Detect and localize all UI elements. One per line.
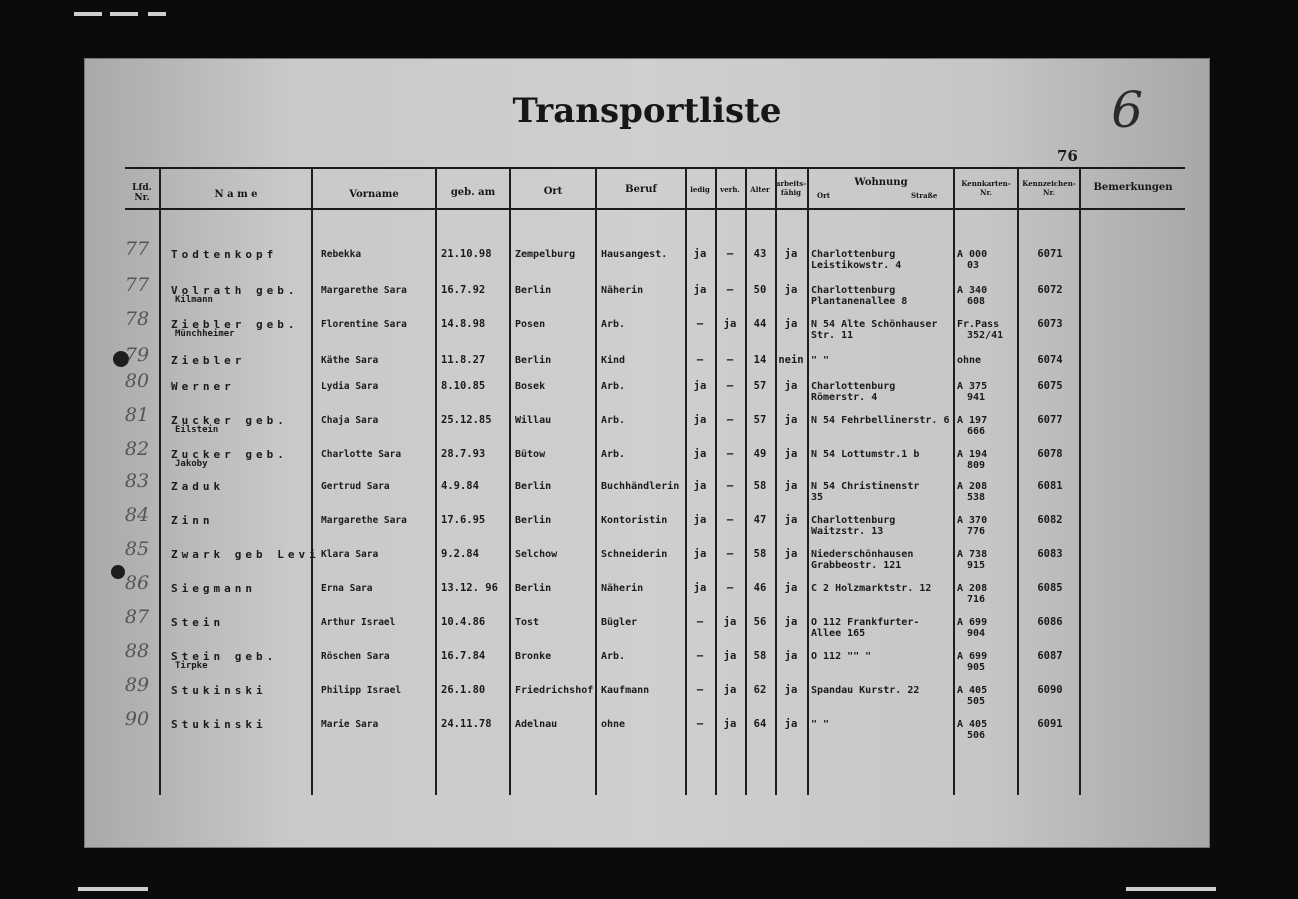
age: 49 — [753, 448, 767, 460]
married-flag: — — [726, 480, 734, 492]
maiden-name: Eilstein — [175, 425, 219, 435]
address-line2: Plantanenallee 8 — [811, 296, 908, 307]
row-number: 79 — [124, 344, 150, 366]
surname: Stein — [171, 616, 225, 629]
film-edge-mark — [74, 12, 102, 16]
column-rule — [953, 167, 955, 795]
id-card-nr-line2: 608 — [967, 296, 986, 307]
header-verh: verh. — [720, 185, 740, 194]
birth-place: Willau — [515, 415, 552, 426]
occupation: Arb. — [601, 449, 626, 460]
occupation: Kontoristin — [601, 515, 668, 526]
surname: Stukinski — [171, 718, 267, 731]
header-wohnung-ort: Ort — [817, 191, 831, 200]
single-flag: ja — [693, 380, 707, 392]
id-card-nr-line1: A 197 — [957, 415, 988, 426]
first-name: Chaja Sara — [321, 415, 379, 426]
id-card-nr-line1: A 699 — [957, 617, 988, 628]
surname: Stukinski — [171, 684, 267, 697]
married-flag: — — [726, 248, 734, 260]
address-line1: Charlottenburg — [811, 381, 896, 392]
surname: Zinn — [171, 514, 214, 527]
able-to-work: ja — [784, 684, 798, 696]
birth-place: Berlin — [515, 285, 552, 296]
age: 57 — [753, 414, 767, 426]
id-card-nr-line2: 666 — [967, 426, 986, 437]
id-card-nr-line2: 905 — [967, 662, 986, 673]
surname: Siegmann — [171, 582, 256, 595]
id-card-nr-line2: 809 — [967, 460, 986, 471]
single-flag: ja — [693, 582, 707, 594]
able-to-work: ja — [784, 448, 798, 460]
address-line1: N 54 Christinenstr — [811, 481, 920, 492]
married-flag: — — [726, 414, 734, 426]
header-alter: Alter — [750, 185, 770, 194]
married-flag: ja — [723, 718, 737, 730]
registration-nr: 6075 — [1037, 380, 1063, 392]
id-card-nr-line1: A 738 — [957, 549, 988, 560]
address-line2: Grabbeostr. 121 — [811, 560, 902, 571]
row-number: 80 — [124, 370, 150, 392]
id-card-nr-line2: 941 — [967, 392, 986, 403]
column-rule — [311, 167, 313, 795]
column-rule — [807, 167, 809, 795]
married-flag: ja — [723, 684, 737, 696]
birth-place: Berlin — [515, 515, 552, 526]
single-flag: ja — [693, 248, 707, 260]
surname: Zwark geb Levi — [171, 548, 320, 561]
married-flag: ja — [723, 318, 737, 330]
birth-place: Posen — [515, 319, 546, 330]
header-kennkarten-line1: Kennkarten- — [961, 179, 1011, 188]
header-vorname: Vorname — [349, 189, 399, 200]
address-line1: Charlottenburg — [811, 249, 896, 260]
registration-nr: 6086 — [1037, 616, 1063, 628]
id-card-nr-line1: A 405 — [957, 719, 988, 730]
able-to-work: nein — [778, 354, 804, 366]
married-flag: — — [726, 284, 734, 296]
header-kennkarten — [955, 179, 1017, 197]
address-line1: C 2 Holzmarktstr. 12 — [811, 583, 932, 594]
maiden-name: Tirpke — [175, 661, 208, 671]
birth-date: 26.1.80 — [441, 684, 486, 696]
id-card-nr-line2: 03 — [967, 260, 980, 271]
address-line1: N 54 Alte Schönhauser — [811, 319, 938, 330]
birth-date: 16.7.84 — [441, 650, 486, 662]
age: 14 — [753, 354, 767, 366]
single-flag: — — [696, 616, 704, 628]
first-name: Charlotte Sara — [321, 449, 402, 460]
row-number: 84 — [124, 504, 150, 526]
birth-date: 17.6.95 — [441, 514, 486, 526]
first-name: Florentine Sara — [321, 319, 407, 330]
first-name: Margarethe Sara — [321, 515, 407, 526]
birth-date: 9.2.84 — [441, 548, 479, 560]
id-card-nr-line1: A 340 — [957, 285, 988, 296]
married-flag: — — [726, 582, 734, 594]
column-rule — [1017, 167, 1019, 795]
maiden-name: Jakoby — [175, 459, 208, 469]
single-flag: — — [696, 354, 704, 366]
registration-nr: 6078 — [1037, 448, 1063, 460]
header-kennkarten-line2: Nr. — [980, 188, 992, 197]
id-card-nr-line2: 716 — [967, 594, 986, 605]
header-arbeitsfaehig — [775, 179, 807, 197]
film-edge-mark — [1126, 887, 1216, 891]
address-line1: O 112 Frankfurter- — [811, 617, 920, 628]
header-wohnung-strasse: Straße — [911, 191, 938, 200]
birth-date: 8.10.85 — [441, 380, 486, 392]
occupation: Bügler — [601, 617, 638, 628]
film-edge-mark — [148, 12, 166, 16]
header-geb-am: geb. am — [450, 187, 496, 198]
header-beruf: Beruf — [625, 184, 657, 195]
row-number: 90 — [124, 708, 150, 730]
age: 46 — [753, 582, 767, 594]
birth-date: 10.4.86 — [441, 616, 486, 628]
surname: Volrath geb. — [171, 284, 299, 297]
registration-nr: 6091 — [1037, 718, 1063, 730]
row-number: 81 — [124, 404, 150, 426]
able-to-work: ja — [784, 548, 798, 560]
header-wohnung: Wohnung — [854, 177, 908, 188]
birth-date: 4.9.84 — [441, 480, 479, 492]
occupation: Buchhändlerin — [601, 481, 680, 492]
header-bemerkungen: Bemerkungen — [1093, 182, 1173, 193]
column-rule — [595, 167, 597, 795]
id-card-nr-line2: 904 — [967, 628, 986, 639]
surname: Stein geb. — [171, 650, 278, 663]
age: 43 — [753, 248, 767, 260]
first-name: Erna Sara — [321, 583, 373, 594]
birth-place: Selchow — [515, 549, 558, 560]
film-edge-mark — [110, 12, 138, 16]
row-number: 88 — [124, 640, 150, 662]
header-name: N a m e — [214, 189, 258, 200]
id-card-nr-line1: A 405 — [957, 685, 988, 696]
row-number: 77 — [124, 274, 150, 296]
occupation: Näherin — [601, 583, 644, 594]
id-card-nr-line2: 776 — [967, 526, 986, 537]
birth-place: Adelnau — [515, 719, 558, 730]
occupation: Hausangest. — [601, 249, 668, 260]
occupation: Schneiderin — [601, 549, 668, 560]
address-line1: N 54 Fehrbellinerstr. 6 — [811, 415, 950, 426]
birth-place: Bütow — [515, 449, 546, 460]
address-line1: Spandau Kurstr. 22 — [811, 685, 920, 696]
single-flag: ja — [693, 514, 707, 526]
birth-date: 25.12.85 — [441, 414, 492, 426]
able-to-work: ja — [784, 480, 798, 492]
address-line1: Charlottenburg — [811, 285, 896, 296]
registration-nr: 6081 — [1037, 480, 1063, 492]
id-card-nr-line1: A 699 — [957, 651, 988, 662]
address-line1: " " — [811, 719, 830, 730]
id-card-nr-line1: A 370 — [957, 515, 988, 526]
birth-date: 14.8.98 — [441, 318, 486, 330]
surname: Zucker geb. — [171, 448, 288, 461]
document-sheet — [84, 58, 1210, 848]
column-rule — [159, 167, 161, 795]
header-kennzeichen-line1: Kennzeichen- — [1022, 179, 1076, 188]
single-flag: — — [696, 318, 704, 330]
age: 58 — [753, 650, 767, 662]
registration-nr: 6083 — [1037, 548, 1063, 560]
first-name: Arthur Israel — [321, 617, 396, 628]
id-card-nr-line1: A 208 — [957, 583, 988, 594]
age: 58 — [753, 480, 767, 492]
birth-place: Berlin — [515, 481, 552, 492]
married-flag: ja — [723, 650, 737, 662]
age: 44 — [753, 318, 767, 330]
occupation: Kind — [601, 355, 626, 366]
id-card-nr-line2: 506 — [967, 730, 986, 741]
single-flag: ja — [693, 414, 707, 426]
header-bottom-rule — [125, 208, 1185, 210]
registration-nr: 6090 — [1037, 684, 1063, 696]
birth-date: 16.7.92 — [441, 284, 486, 296]
occupation: ohne — [601, 719, 626, 730]
married-flag: — — [726, 380, 734, 392]
first-name: Gertrud Sara — [321, 481, 390, 492]
ink-blot — [111, 565, 125, 579]
married-flag: — — [726, 354, 734, 366]
id-card-nr-line2: 538 — [967, 492, 986, 503]
first-name: Rebekka — [321, 249, 362, 260]
address-line2: Römerstr. 4 — [811, 392, 878, 403]
able-to-work: ja — [784, 650, 798, 662]
film-edge-mark — [78, 887, 148, 891]
birth-place: Berlin — [515, 583, 552, 594]
header-kennzeichen — [1019, 179, 1079, 197]
able-to-work: ja — [784, 248, 798, 260]
surname: Zucker geb. — [171, 414, 288, 427]
able-to-work: ja — [784, 718, 798, 730]
address-line1: Charlottenburg — [811, 515, 896, 526]
registration-nr: 6085 — [1037, 582, 1063, 594]
surname: Ziebler geb. — [171, 318, 299, 331]
birth-place: Bronke — [515, 651, 552, 662]
occupation: Näherin — [601, 285, 644, 296]
registration-nr: 6077 — [1037, 414, 1063, 426]
column-rule — [435, 167, 437, 795]
surname: Zaduk — [171, 480, 225, 493]
registration-nr: 6073 — [1037, 318, 1063, 330]
age: 58 — [753, 548, 767, 560]
address-line2: 35 — [811, 492, 824, 503]
first-name: Klara Sara — [321, 549, 379, 560]
header-lfd-nr — [125, 183, 159, 203]
table-top-rule — [125, 167, 1185, 169]
first-name: Röschen Sara — [321, 651, 390, 662]
birth-date: 28.7.93 — [441, 448, 486, 460]
row-number: 85 — [124, 538, 150, 560]
single-flag: — — [696, 718, 704, 730]
id-card-nr-line1: A 194 — [957, 449, 988, 460]
birth-place: Friedrichshof — [515, 685, 594, 696]
id-card-nr-line2: 505 — [967, 696, 986, 707]
header-ledig: ledig — [690, 185, 710, 194]
first-name: Margarethe Sara — [321, 285, 407, 296]
able-to-work: ja — [784, 318, 798, 330]
birth-place: Tost — [515, 617, 540, 628]
occupation: Kaufmann — [601, 685, 650, 696]
occupation: Arb. — [601, 319, 626, 330]
address-line1: " " — [811, 355, 830, 366]
occupation: Arb. — [601, 651, 626, 662]
id-card-nr-line1: A 375 — [957, 381, 988, 392]
single-flag: ja — [693, 548, 707, 560]
header-lfd-nr-line1: Lfd. — [132, 183, 152, 193]
header-ort: Ort — [543, 186, 563, 197]
registration-nr: 6074 — [1037, 354, 1063, 366]
age: 47 — [753, 514, 767, 526]
birth-place: Bosek — [515, 381, 546, 392]
birth-date: 21.10.98 — [441, 248, 492, 260]
typed-page-number: 76 — [1057, 147, 1078, 165]
row-number: 78 — [124, 308, 150, 330]
married-flag: — — [726, 514, 734, 526]
first-name: Marie Sara — [321, 719, 379, 730]
id-card-nr-line1: ohne — [957, 355, 982, 366]
occupation: Arb. — [601, 381, 626, 392]
single-flag: ja — [693, 448, 707, 460]
column-rule — [509, 167, 511, 795]
surname: Todtenkopf — [171, 248, 278, 261]
birth-place: Berlin — [515, 355, 552, 366]
document-title: Transportliste — [512, 91, 782, 131]
address-line2: Leistikowstr. 4 — [811, 260, 902, 271]
row-number: 83 — [124, 470, 150, 492]
occupation: Arb. — [601, 415, 626, 426]
birth-date: 24.11.78 — [441, 718, 492, 730]
birth-date: 11.8.27 — [441, 354, 486, 366]
surname: Ziebler — [171, 354, 246, 367]
age: 57 — [753, 380, 767, 392]
column-rule — [1079, 167, 1081, 795]
address-line2: Waitzstr. 13 — [811, 526, 884, 537]
id-card-nr-line2: 352/41 — [967, 330, 1004, 341]
age: 56 — [753, 616, 767, 628]
age: 50 — [753, 284, 767, 296]
header-arbeitsfaehig-line1: arbeits- — [775, 179, 807, 188]
id-card-nr-line1: A 000 — [957, 249, 988, 260]
registration-nr: 6072 — [1037, 284, 1063, 296]
address-line1: N 54 Lottumstr.1 b — [811, 449, 920, 460]
registration-nr: 6071 — [1037, 248, 1063, 260]
registration-nr: 6087 — [1037, 650, 1063, 662]
surname: Werner — [171, 380, 235, 393]
address-line2: Str. 11 — [811, 330, 854, 341]
id-card-nr-line1: Fr.Pass — [957, 319, 1000, 330]
able-to-work: ja — [784, 380, 798, 392]
row-number: 87 — [124, 606, 150, 628]
maiden-name: Münchheimer — [175, 329, 235, 339]
able-to-work: ja — [784, 616, 798, 628]
address-line2: Allee 165 — [811, 628, 866, 639]
able-to-work: ja — [784, 414, 798, 426]
able-to-work: ja — [784, 582, 798, 594]
maiden-name: Kilmann — [175, 295, 213, 305]
birth-place: Zempelburg — [515, 249, 576, 260]
row-number: 86 — [124, 572, 150, 594]
address-line1: Niederschönhausen — [811, 549, 914, 560]
row-number: 82 — [124, 438, 150, 460]
age: 64 — [753, 718, 767, 730]
married-flag: ja — [723, 616, 737, 628]
id-card-nr-line2: 915 — [967, 560, 986, 571]
row-number: 77 — [124, 238, 150, 260]
header-kennzeichen-line2: Nr. — [1043, 188, 1055, 197]
header-arbeitsfaehig-line2: fähig — [780, 188, 802, 197]
able-to-work: ja — [784, 284, 798, 296]
handwritten-page-number: 6 — [1111, 81, 1143, 139]
married-flag: — — [726, 448, 734, 460]
first-name: Philipp Israel — [321, 685, 402, 696]
row-number: 89 — [124, 674, 150, 696]
single-flag: — — [696, 684, 704, 696]
address-line1: O 112 "" " — [811, 651, 872, 662]
age: 62 — [753, 684, 767, 696]
header-lfd-nr-line2: Nr. — [134, 193, 150, 203]
first-name: Käthe Sara — [321, 355, 379, 366]
registration-nr: 6082 — [1037, 514, 1063, 526]
id-card-nr-line1: A 208 — [957, 481, 988, 492]
single-flag: ja — [693, 480, 707, 492]
birth-date: 13.12. 96 — [441, 582, 498, 594]
single-flag: ja — [693, 284, 707, 296]
married-flag: — — [726, 548, 734, 560]
single-flag: — — [696, 650, 704, 662]
able-to-work: ja — [784, 514, 798, 526]
first-name: Lydia Sara — [321, 381, 379, 392]
